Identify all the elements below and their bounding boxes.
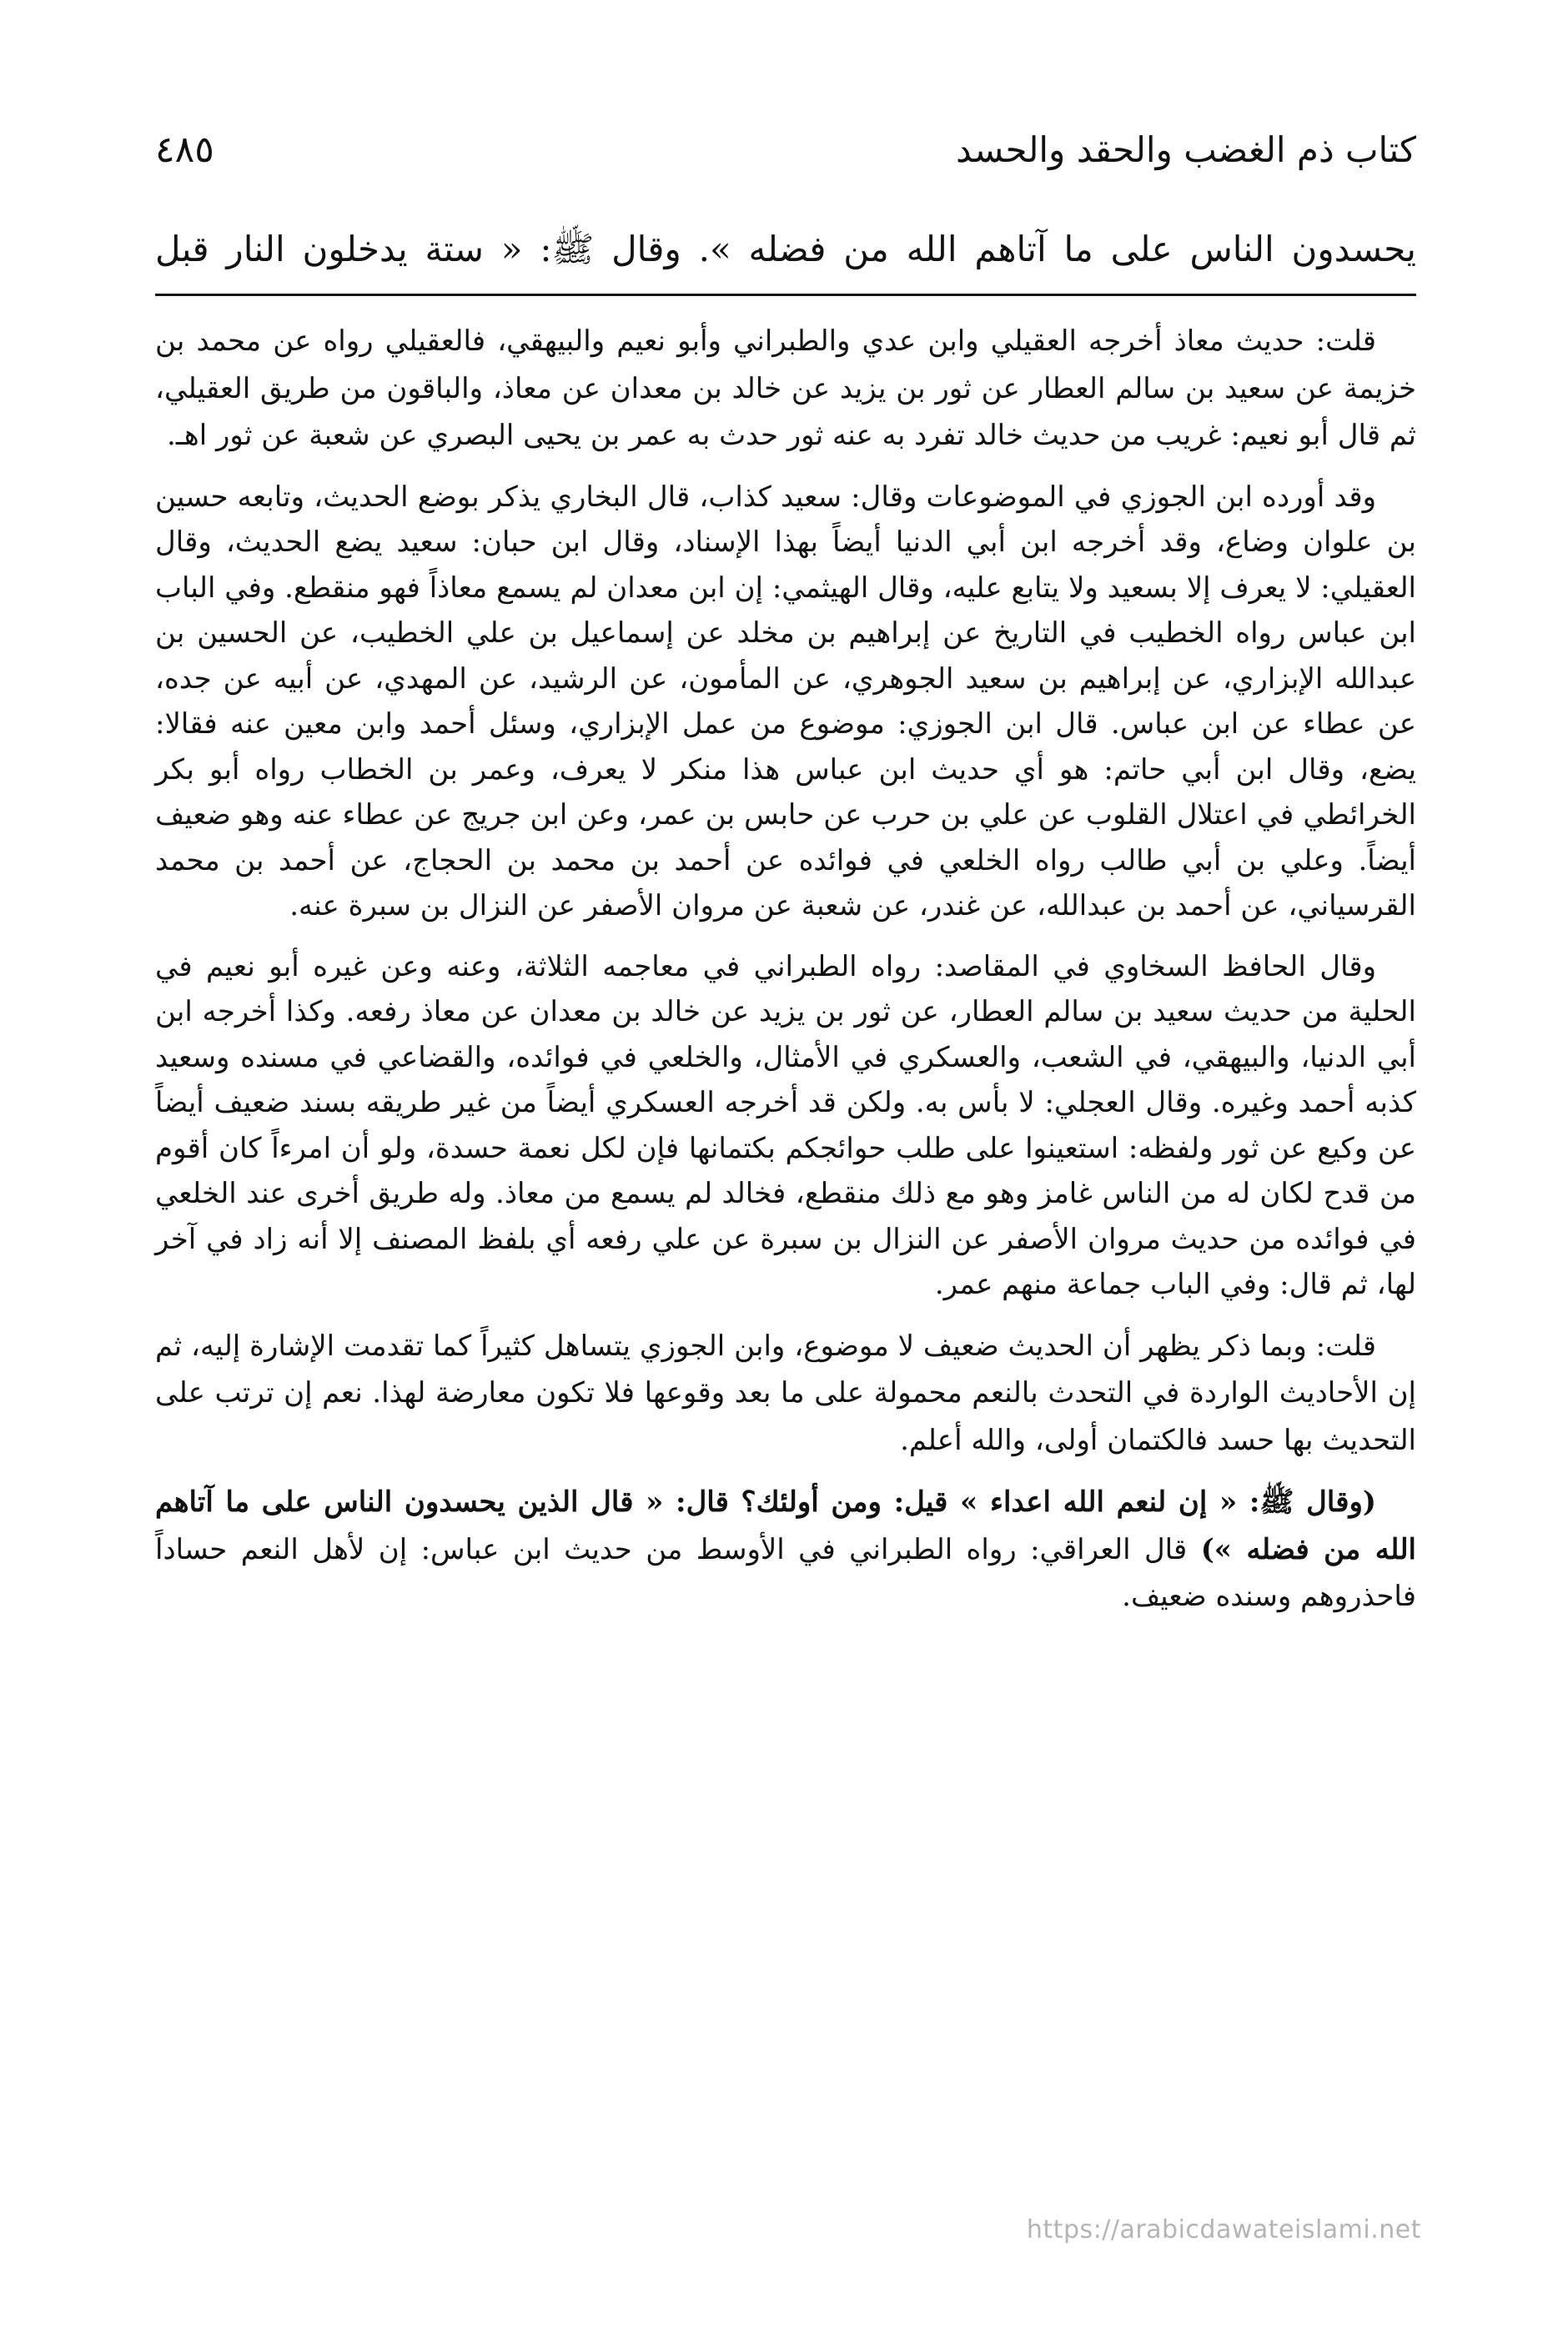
- commentary-paragraph-4: قلت: وبما ذكر يظهر أن الحديث ضعيف لا موضوع، وابن الجوزي يتساهل كثيراً كما تقدمت الإشارة إليه، ثم إن الأحاديث الواردة في التحدث بالنعم محمولة على ما بعد وقوعها فلا تكون معارضة لهذا. نعم إن ترتب على التحديث بها حسد فالكتمان أولى، والله أعلم.: [155, 1329, 1416, 1457]
- book-page: [155, 125, 1416, 1636]
- main-text-line: يحسدون الناس على ما آتاهم الله من فضله ». وقال ﷺ: « ستة يدخلون النار قبل: [155, 224, 1416, 296]
- page-header: [155, 125, 1416, 180]
- commentary-paragraph-1: قلت: حديث معاذ أخرجه العقيلي وابن عدي والطبراني وأبو نعيم والبيهقي، فالعقيلي رواه عن محمد بن خزيمة عن سعيد بن سالم العطار عن ثور بن يزيد عن خالد بن معدان عن معاذ، والباقون من طريق العقيلي، ثم قال أبو نعيم: غريب من حديث خالد تفرد به عنه ثور حدث به عمر بن يحيى البصري عن شعبة عن ثور اهـ.: [155, 324, 1416, 452]
- commentary-paragraph-2: وقد أورده ابن الجوزي في الموضوعات وقال: سعيد كذاب، قال البخاري يذكر بوضع الحديث، وتابعه حسين بن علوان وضاع، وقد أخرجه ابن أبي الدنيا أيضاً بهذا الإسناد، وقال ابن حبان: سعيد يضع الحديث، وقال العقيلي: لا يعرف إلا بسعيد ولا يتابع عليه، وقال الهيثمي: إن ابن معدان لم يسمع معاذاً فهو منقطع. وفي الباب ابن عباس رواه الخطيب في التاريخ عن إبراهيم بن مخلد عن إسماعيل بن علي الخطيب، عن الحسين بن عبدالله الإبزاري، عن إبراهيم بن سعيد الجوهري، عن المأمون، عن الرشيد، عن المهدي، عن أبيه عن جده، عن عطاء عن ابن عباس. قال ابن الجوزي: موضوع من عمل الإبزاري، وسئل أحمد وابن معين عنه فقالا: يضع، وقال ابن أبي حاتم: هو أي حديث ابن عباس هذا منكر لا يعرف، وعمر بن الخطاب رواه أبو بكر الخرائطي في اعتلال القلوب عن علي بن حرب عن حابس بن عمر، وعن ابن جريج عن عطاء عنه وهو ضعيف أيضاً. وعلي بن أبي طالب رواه الخلعي في فوائده عن أحمد بن محمد بن الحجاج، عن أحمد بن محمد القرسياني، عن أحمد بن عبدالله، عن غندر، عن شعبة عن مروان الأصفر عن النزال بن سبرة عنه.: [155, 480, 1416, 922]
- commentary-paragraph-3: وقال الحافظ السخاوي في المقاصد: رواه الطبراني في معاجمه الثلاثة، وعنه وعن غيره أبو نعيم في الحلية من حديث سعيد بن سالم العطار، عن ثور بن يزيد عن خالد بن معدان عن معاذ رفعه. وكذا أخرجه ابن أبي الدنيا، والبيهقي، في الشعب، والعسكري في الأمثال، والخلعي في فوائده، والقضاعي في مسنده وسعيد كذبه أحمد وغيره. وقال العجلي: لا بأس به. ولكن قد أخرجه العسكري أيضاً من غير طريقه بسند ضعيف أيضاً عن وكيع عن ثور ولفظه: استعينوا على طلب حوائجكم بكتمانها فإن لكل نعمة حسدة، ولو أن امرءاً كان أقوم من قدح لكان له من الناس غامز وهو مع ذلك منقطع، فخالد لم يسمع من معاذ. وله طريق أخرى عند الخلعي في فوائده من حديث مروان الأصفر عن النزال بن سبرة عن علي رفعه أي بلفظ المصنف إلا أنه زاد في آخر لها، ثم قال: وفي الباب جماعة منهم عمر.: [155, 949, 1416, 1301]
- page-number: ٤٨٥: [155, 128, 214, 171]
- final-note-paragraph: [155, 1479, 1416, 1621]
- chapter-title: كتاب ذم الغضب والحقد والحسد: [955, 129, 1416, 170]
- watermark-url: https://arabicdawateislami.net: [1026, 2215, 1421, 2244]
- commentary-section: [155, 318, 1416, 1621]
- iraqi-comment: قال العراقي: رواه الطبراني في الأوسط من حديث ابن عباس: إن لأهل النعم حساداً فاحذروهم وسنده ضعيف.: [155, 1532, 1416, 1613]
- hadith-quote: (وقال ﷺ: « إن لنعم الله اعداء » قيل: ومن أولئك؟ قال: « قال الذين يحسدون الناس على ما آتاهم الله من فضله »): [155, 1485, 1417, 1566]
